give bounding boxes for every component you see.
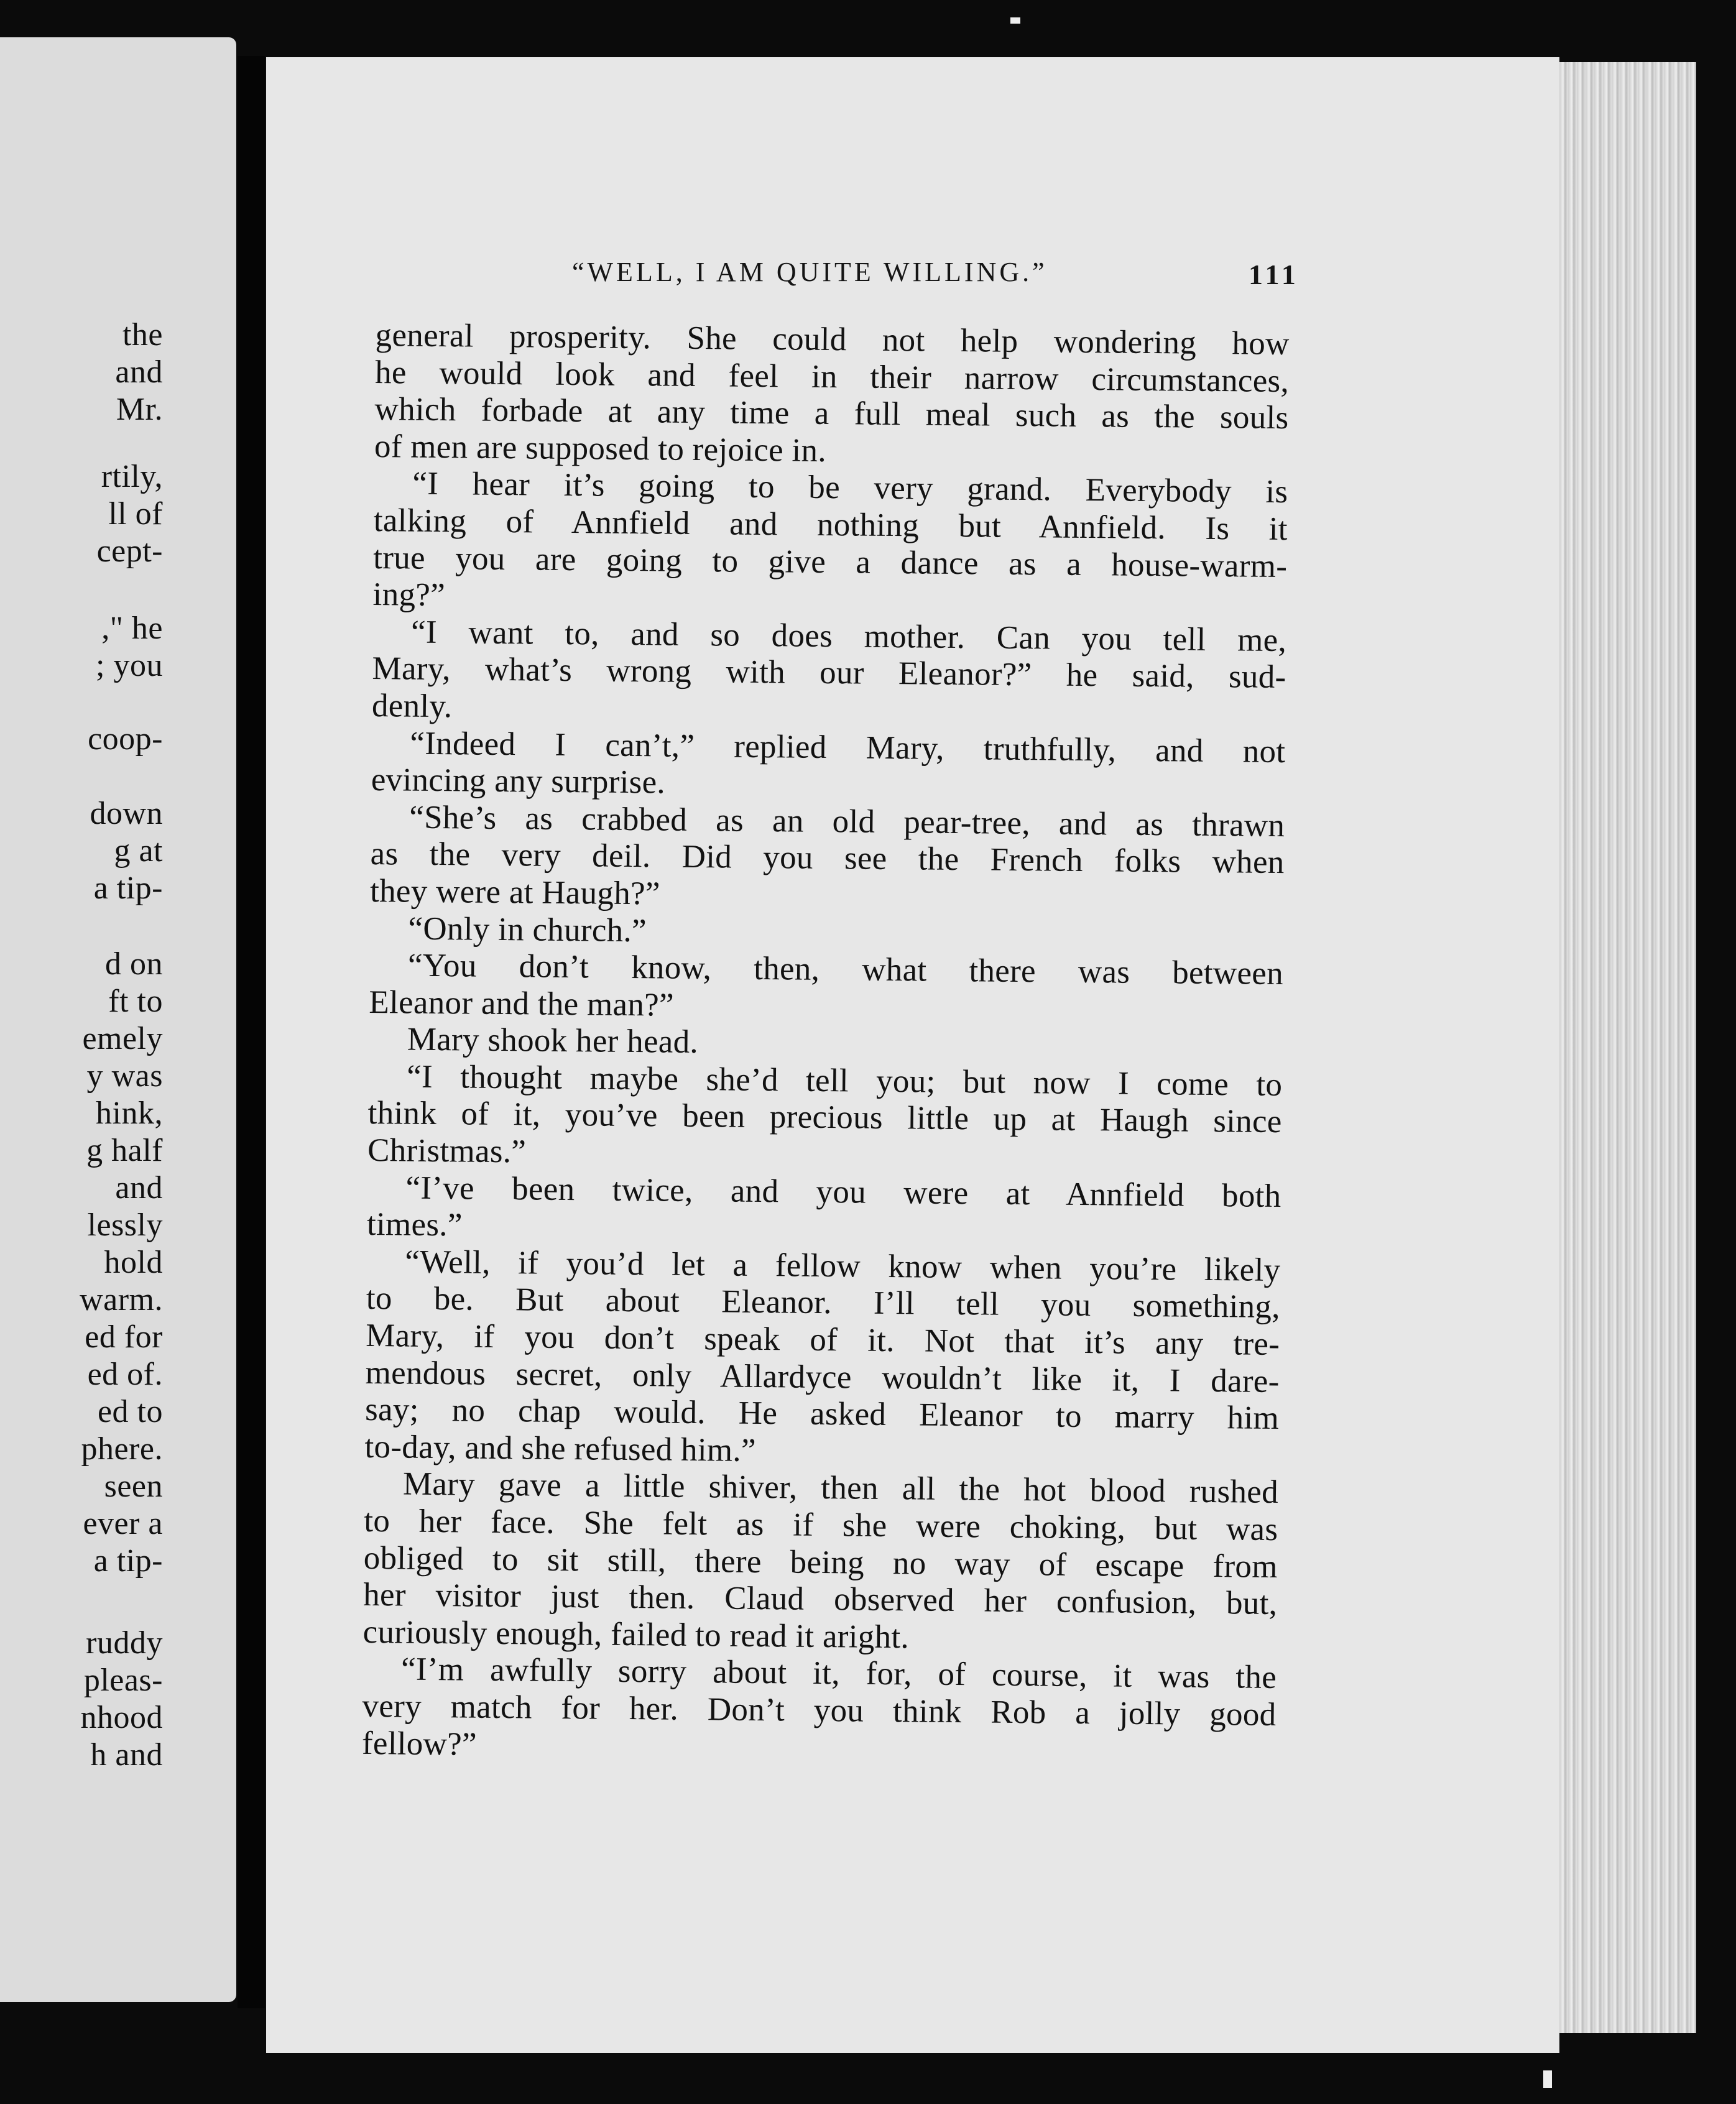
text-line: fellow?” [361,1725,478,1763]
left-fragment: hink, [96,1096,163,1131]
text-line: very match for her. Don’t you think Rob a jolly good [362,1687,1277,1733]
text-line: which forbade at any time a full meal such as the souls [374,391,1289,436]
text-line: Mary shook her head. [407,1021,699,1061]
book-gutter [238,56,265,2008]
text-line: “I’ve been twice, and you were at Annfield both [405,1170,1281,1214]
left-fragment: seen [104,1469,163,1504]
left-fragment: warm. [80,1282,163,1317]
text-line: say; no chap would. He asked Eleanor to marry him [364,1391,1280,1437]
left-fragment: hold [104,1245,163,1280]
text-line: “I’m awfully sorry about it, for, of course, it was the [400,1651,1277,1696]
left-fragment: Mr. [116,392,163,427]
text-line: “Indeed I can’t,” replied Mary, truthfully, and not [410,725,1286,770]
text-line: to be. But about Eleanor. I’ll tell you something, [366,1280,1281,1326]
left-fragment: lessly [87,1207,163,1243]
left-fragment: cept- [96,533,163,569]
text-line: times.” [366,1206,463,1243]
text-line: Mary gave a little shiver, then all the hot blood rushed [402,1465,1279,1511]
left-fragment: h and [90,1737,163,1773]
left-fragment: g at [114,833,163,869]
text-line: curiously enough, failed to read it aright. [362,1613,910,1656]
text-line: “Only in church.” [408,910,647,949]
left-fragment: ruddy [86,1625,163,1661]
text-line: Eleanor and the man?” [369,984,675,1023]
text-line: of men are supposed to rejoice in. [374,428,827,469]
text-line: talking of Annfield and nothing but Annfield. Is it [373,502,1288,548]
text-line: “Well, if you’d let a fellow know when you’re likely [405,1243,1281,1288]
scan-speck [1543,2070,1552,2088]
left-fragment: ll of [108,496,163,532]
text-line: denly. [371,687,453,725]
left-fragment: a tip- [93,870,163,906]
left-fragment: pleas- [83,1663,163,1698]
left-fragment: and [115,354,163,390]
scan-speck [1010,17,1020,24]
left-fragment: ed to [97,1394,163,1429]
text-line: general prosperity. She could not help wondering how [375,317,1290,362]
text-line: think of it, you’ve been precious little up at Haugh since [367,1095,1282,1140]
text-line: evincing any surprise. [371,762,666,801]
body-text [362,317,1290,1771]
left-fragment: ; you [96,648,163,683]
text-line: Mary, if you don’t speak of it. Not that it’s any tre- [365,1317,1280,1363]
left-fragment: g half [86,1133,163,1168]
text-line: “I want to, and so does mother. Can you tell me, [410,614,1287,658]
text-line: to her face. She felt as if she were choking, but was [364,1502,1278,1548]
left-fragment: ed for [85,1319,163,1355]
left-fragment: ed of. [87,1357,163,1392]
text-line: obliged to sit still, there being no way of escape from [363,1539,1278,1585]
left-fragment: emely [82,1021,163,1056]
text-line: as the very deil. Did you see the French folks when [370,836,1285,881]
left-fragment: ," he [101,611,163,646]
left-fragment: and [115,1170,163,1206]
left-fragment: nhood [80,1700,163,1735]
text-line: Mary, what’s wrong with our Eleanor?” he said, sud- [372,650,1286,696]
left-fragment: ft to [108,984,163,1019]
text-line: her visitor just then. Claud observed her confusion, but, [362,1577,1278,1622]
left-fragment: down [90,796,163,831]
text-line: “I hear it’s going to be very grand. Everybody is [412,465,1288,510]
text-line: Christmas.” [367,1132,527,1170]
text-line: true you are going to give a dance as a house-warm- [373,539,1288,584]
page-block-edges [1559,62,1696,2033]
text-line: “She’s as crabbed as an old pear-tree, and as thrawn [409,799,1285,844]
text-line: he would look and feel in their narrow circumstances, [374,354,1290,399]
left-fragment: rtily, [101,459,163,494]
text-line: “You don’t know, then, what there was between [407,947,1284,992]
left-fragment: the [122,317,163,353]
text-line: “I thought maybe she’d tell you; but now I come to [406,1058,1283,1103]
page-number: 111 [1249,259,1300,290]
text-line: mendous secret, only Allardyce wouldn’t like it, I dare- [365,1354,1280,1400]
text-line: they were at Haugh?” [369,872,660,912]
left-fragment: d on [105,946,163,982]
running-head: “WELL, I AM QUITE WILLING.” [572,257,1048,287]
left-fragment: phere. [81,1431,163,1467]
left-fragment: ever a [83,1506,163,1541]
facing-left-page [0,37,236,2002]
page-edge-shadow [1696,87,1721,2027]
text-line: ing?” [372,576,446,614]
left-fragment: y was [86,1058,163,1094]
text-line: to-day, and she refused him.” [364,1428,757,1469]
left-fragment: a tip- [93,1543,163,1579]
left-fragment: coop- [88,721,163,757]
